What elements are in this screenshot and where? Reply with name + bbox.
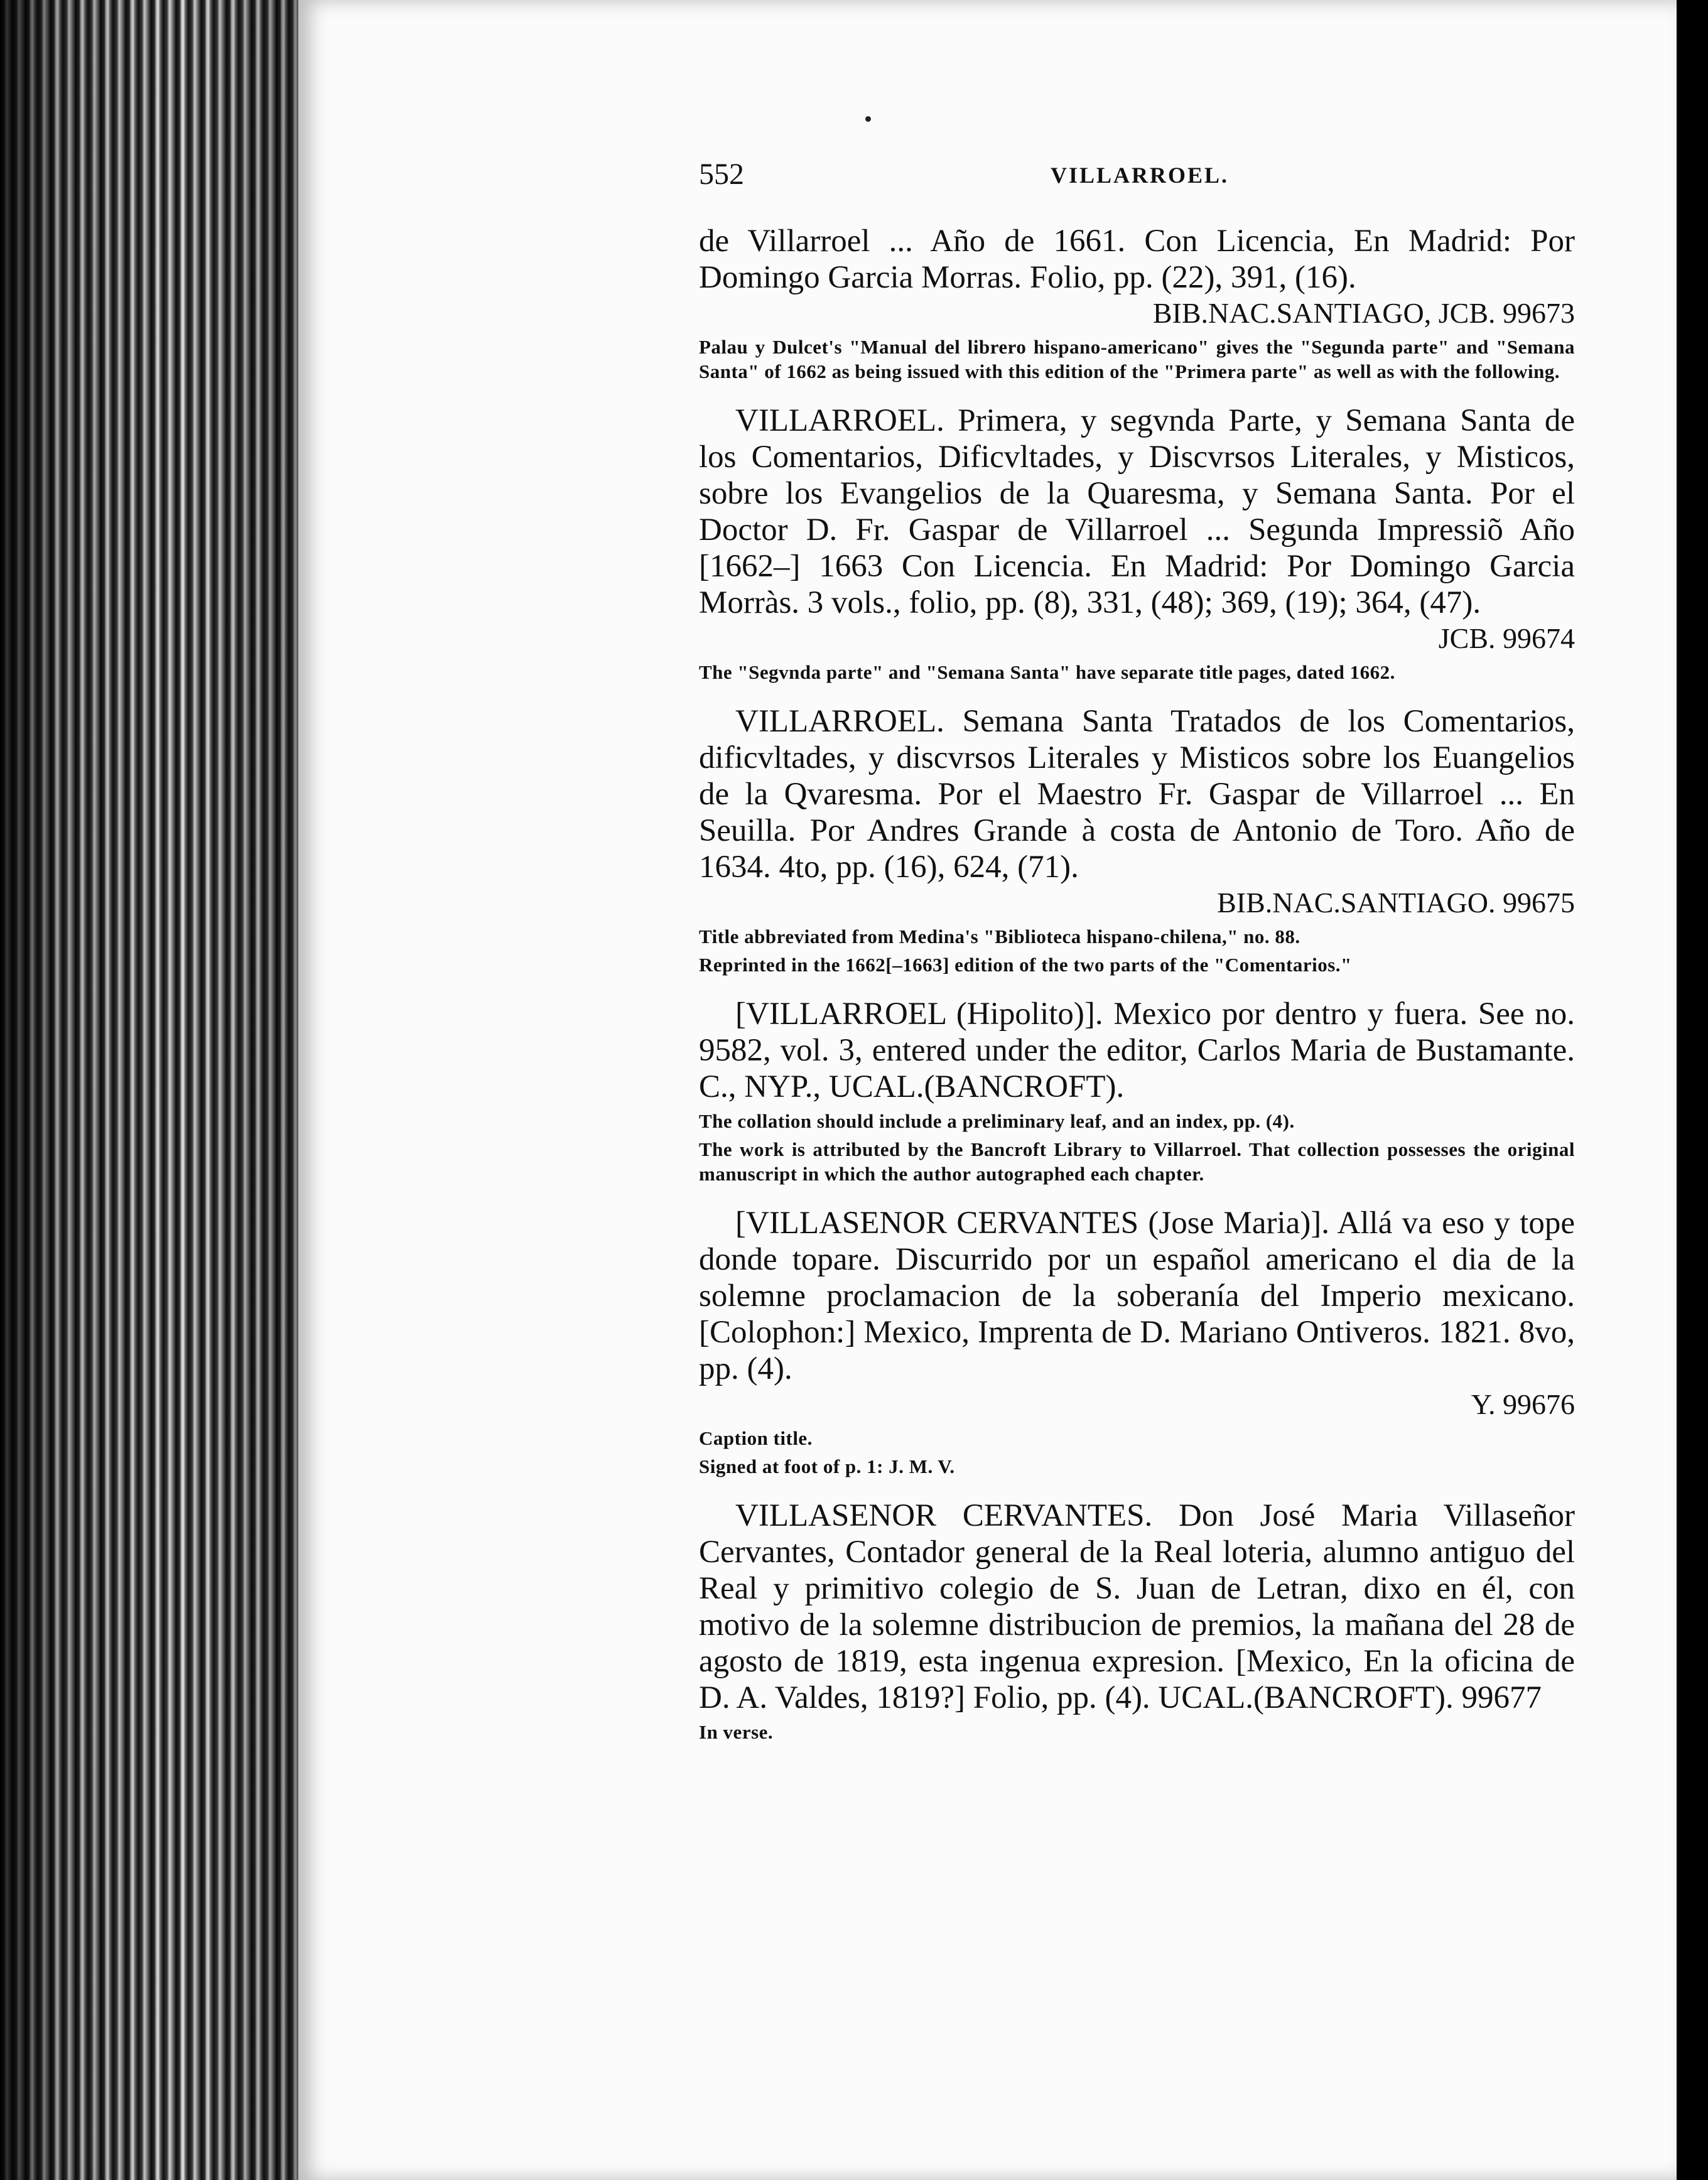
entry-note: Caption title. (699, 1427, 813, 1449)
entry-text: VILLASENOR CERVANTES. Don José Maria Villaseñor Cervantes, Contador general de la Real loteria, alumno antiguo del Real y primitivo colegio de S. Juan de Letran, dixo en él, con motivo de la solemne distribucion de premios, la mañana del 28 de agosto de 1819, esta ingenua expresion. [Mexico, En la oficina de D. A. Valdes, 1819?] Folio, pp. (4). UCAL.(BANCROFT). 99677 (699, 1498, 1575, 1715)
entry-note: In verse. (699, 1721, 774, 1743)
entry-text: [VILLARROEL (Hipolito)]. Mexico por dentro y fuera. See no. 9582, vol. 3, entered under the editor, Carlos Maria de Bustamante. C., NYP., UCAL.(BANCROFT). (699, 996, 1575, 1104)
entry-location: BIB.NAC.SANTIAGO. 99675 (1217, 887, 1575, 919)
entry-note: Palau y Dulcet's "Manual del librero hispano-americano" gives the "Segunda parte" and "Semana Santa" of 1662 as being issued with this edition of the "Primera parte" as well as with the following. (699, 336, 1575, 382)
bibliography-entry (699, 1205, 1575, 1479)
scan-border (1677, 0, 1708, 2180)
bibliography-entry (699, 223, 1575, 384)
entry-location: Y. 99676 (1471, 1388, 1575, 1420)
entry-text: de Villarroel ... Año de 1661. Con Licencia, En Madrid: Por Domingo Garcia Morras. Folio, pp. (22), 391, (16). (699, 224, 1575, 295)
entry-location: JCB. 99674 (1438, 622, 1575, 654)
page-number: 552 (699, 158, 744, 191)
entry-note: The "Segvnda parte" and "Semana Santa" have separate title pages, dated 1662. (699, 661, 1395, 683)
entry-text: [VILLASENOR CERVANTES (Jose Maria)]. Allá va eso y tope donde topare. Discurrido por un español americano el dia de la solemne proclamacion de la soberanía del Imperio mexicano. [Colophon:] Mexico, Imprenta de D. Mariano Ontiveros. 1821. 8vo, pp. (4). (699, 1206, 1575, 1386)
running-title: VILLARROEL. (1051, 163, 1230, 188)
bibliography-entry (699, 1497, 1575, 1744)
entry-note: The collation should include a preliminary leaf, and an index, pp. (4). (699, 1110, 1295, 1132)
entry-note: Signed at foot of p. 1: J. M. V. (699, 1455, 955, 1477)
entry-text: VILLARROEL. Primera, y segvnda Parte, y Semana Santa de los Comentarios, Dificvltades, y Discvrsos Literales, y Misticos, sobre los Evangelios de la Quaresma, y Semana Santa. Por el Doctor D. Fr. Gaspar de Villarroel ... Segunda Impressiõ Año [1662–] 1663 Con Licencia. En Madrid: Por Domingo Garcia Morràs. 3 vols., folio, pp. (8), 331, (48); 369, (19); 364, (47). (699, 403, 1575, 620)
ink-speck (865, 116, 871, 122)
entry-note: Title abbreviated from Medina's "Biblioteca hispano-chilena," no. 88. (699, 925, 1300, 947)
entry-location: BIB.NAC.SANTIAGO, JCB. 99673 (1152, 297, 1575, 329)
entry-note: The work is attributed by the Bancroft Library to Villarroel. That collection possesses the original manuscript in which the author autographed each chapter. (699, 1138, 1575, 1185)
page-content (699, 157, 1575, 1744)
bibliography-entry (699, 402, 1575, 684)
book-edge-shadow (0, 0, 301, 2180)
entry-note: Reprinted in the 1662[–1663] edition of the two parts of the "Comentarios." (699, 954, 1352, 976)
entry-text: VILLARROEL. Semana Santa Tratados de los Comentarios, dificvltades, y discvrsos Literales y Misticos sobre los Euangelios de la Qvaresma. Por el Maestro Fr. Gaspar de Villarroel ... En Seuilla. Por Andres Grande à costa de Antonio de Toro. Año de 1634. 4to, pp. (16), 624, (71). (699, 704, 1575, 885)
bibliography-entry (699, 703, 1575, 977)
running-head (699, 157, 1575, 204)
bibliography-entry (699, 996, 1575, 1186)
